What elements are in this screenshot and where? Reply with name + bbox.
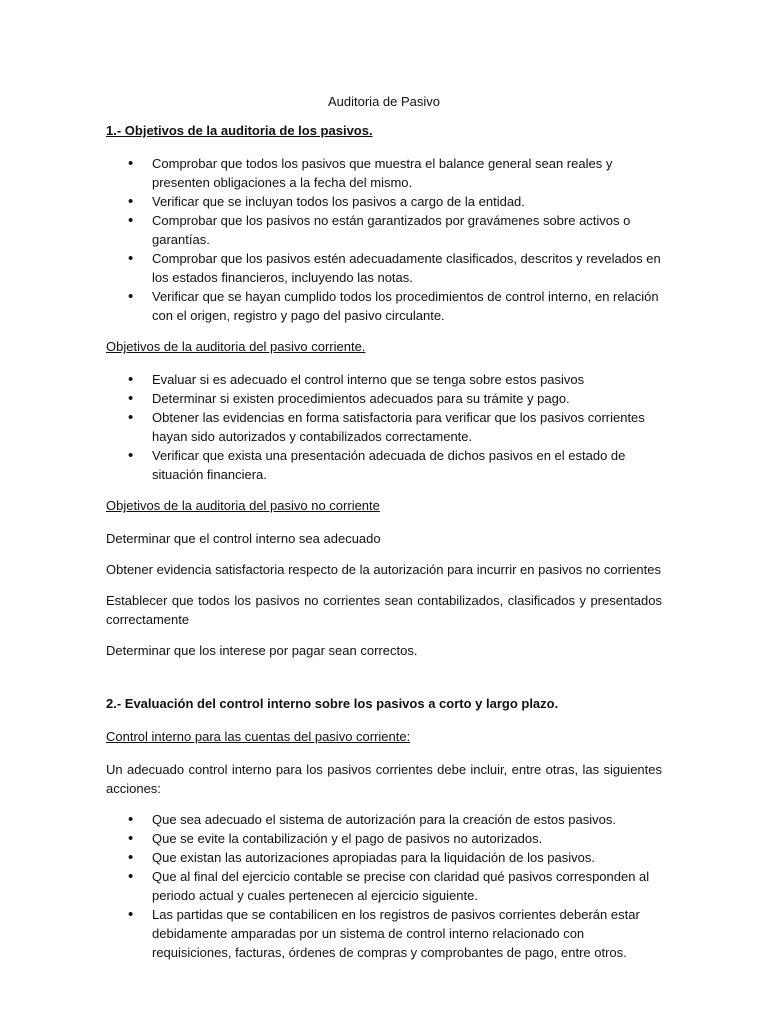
paragraph: Establecer que todos los pasivos no corrientes sean contabilizados, clasificados y presentados correctamente [106,593,662,627]
section1-heading: 1.- Objetivos de la auditoria de los pasivos. [106,123,373,138]
list-item: • Que al final del ejercicio contable se precise con claridad qué pasivos corresponden al periodo actual y cuales pertenecen al ejercicio siguiente. [106,867,662,905]
section1-bullet-list [106,154,662,325]
list-item: • Verificar que se hayan cumplido todos los procedimientos de control interno, en relación con el origen, registro y pago del pasivo circulante. [106,287,662,325]
document-title: Auditoria de Pasivo [327,94,440,109]
section2-subheading: Control interno para las cuentas del pasivo corriente: [106,729,411,744]
paragraph: Determinar que el control interno sea adecuado [106,531,381,546]
paragraph: Determinar que los interese por pagar sean correctos. [106,643,418,658]
list-item: • Comprobar que los pasivos estén adecuadamente clasificados, descritos y revelados en los estados financieros, incluyendo las notas. [106,249,662,287]
document-page [106,92,662,974]
list-item: • Determinar si existen procedimientos adecuados para su trámite y pago. [106,389,662,408]
list-item: • Que se evite la contabilización y el pago de pasivos no autorizados. [106,829,662,848]
list-item: • Que existan las autorizaciones apropiadas para la liquidación de los pasivos. [106,848,662,867]
spacer [106,672,662,694]
list-item: • Las partidas que se contabilicen en los registros de pasivos corrientes deberán estar debidamente amparadas por un sistema de control interno relacionado con requisiciones, facturas, órdenes de compras y comprobantes de pago, entre otros. [106,905,662,962]
list-item: • Comprobar que todos los pasivos que muestra el balance general sean reales y presenten obligaciones a la fecha del mismo. [106,154,662,192]
corriente-bullet-list [106,370,662,484]
list-item: • Verificar que se incluyan todos los pasivos a cargo de la entidad. [106,192,662,211]
list-item: • Verificar que exista una presentación adecuada de dichos pasivos en el estado de situación financiera. [106,446,662,484]
list-item: • Obtener las evidencias en forma satisfactoria para verificar que los pasivos corrientes hayan sido autorizados y contabilizados correctamente. [106,408,662,446]
section2-intro: Un adecuado control interno para los pasivos corrientes debe incluir, entre otras, las siguientes acciones: [106,762,662,796]
list-item: • Comprobar que los pasivos no están garantizados por gravámenes sobre activos o garantías. [106,211,662,249]
corriente-heading: Objetivos de la auditoria del pasivo corriente. [106,339,366,354]
section2-bullet-list [106,810,662,962]
no-corriente-heading: Objetivos de la auditoria del pasivo no corriente [106,498,380,513]
list-item: • Que sea adecuado el sistema de autorización para la creación de estos pasivos. [106,810,662,829]
section2-heading: 2.- Evaluación del control interno sobre los pasivos a corto y largo plazo. [106,696,559,711]
list-item: • Evaluar si es adecuado el control interno que se tenga sobre estos pasivos [106,370,662,389]
paragraph: Obtener evidencia satisfactoria respecto de la autorización para incurrir en pasivos no corrientes [106,562,661,577]
